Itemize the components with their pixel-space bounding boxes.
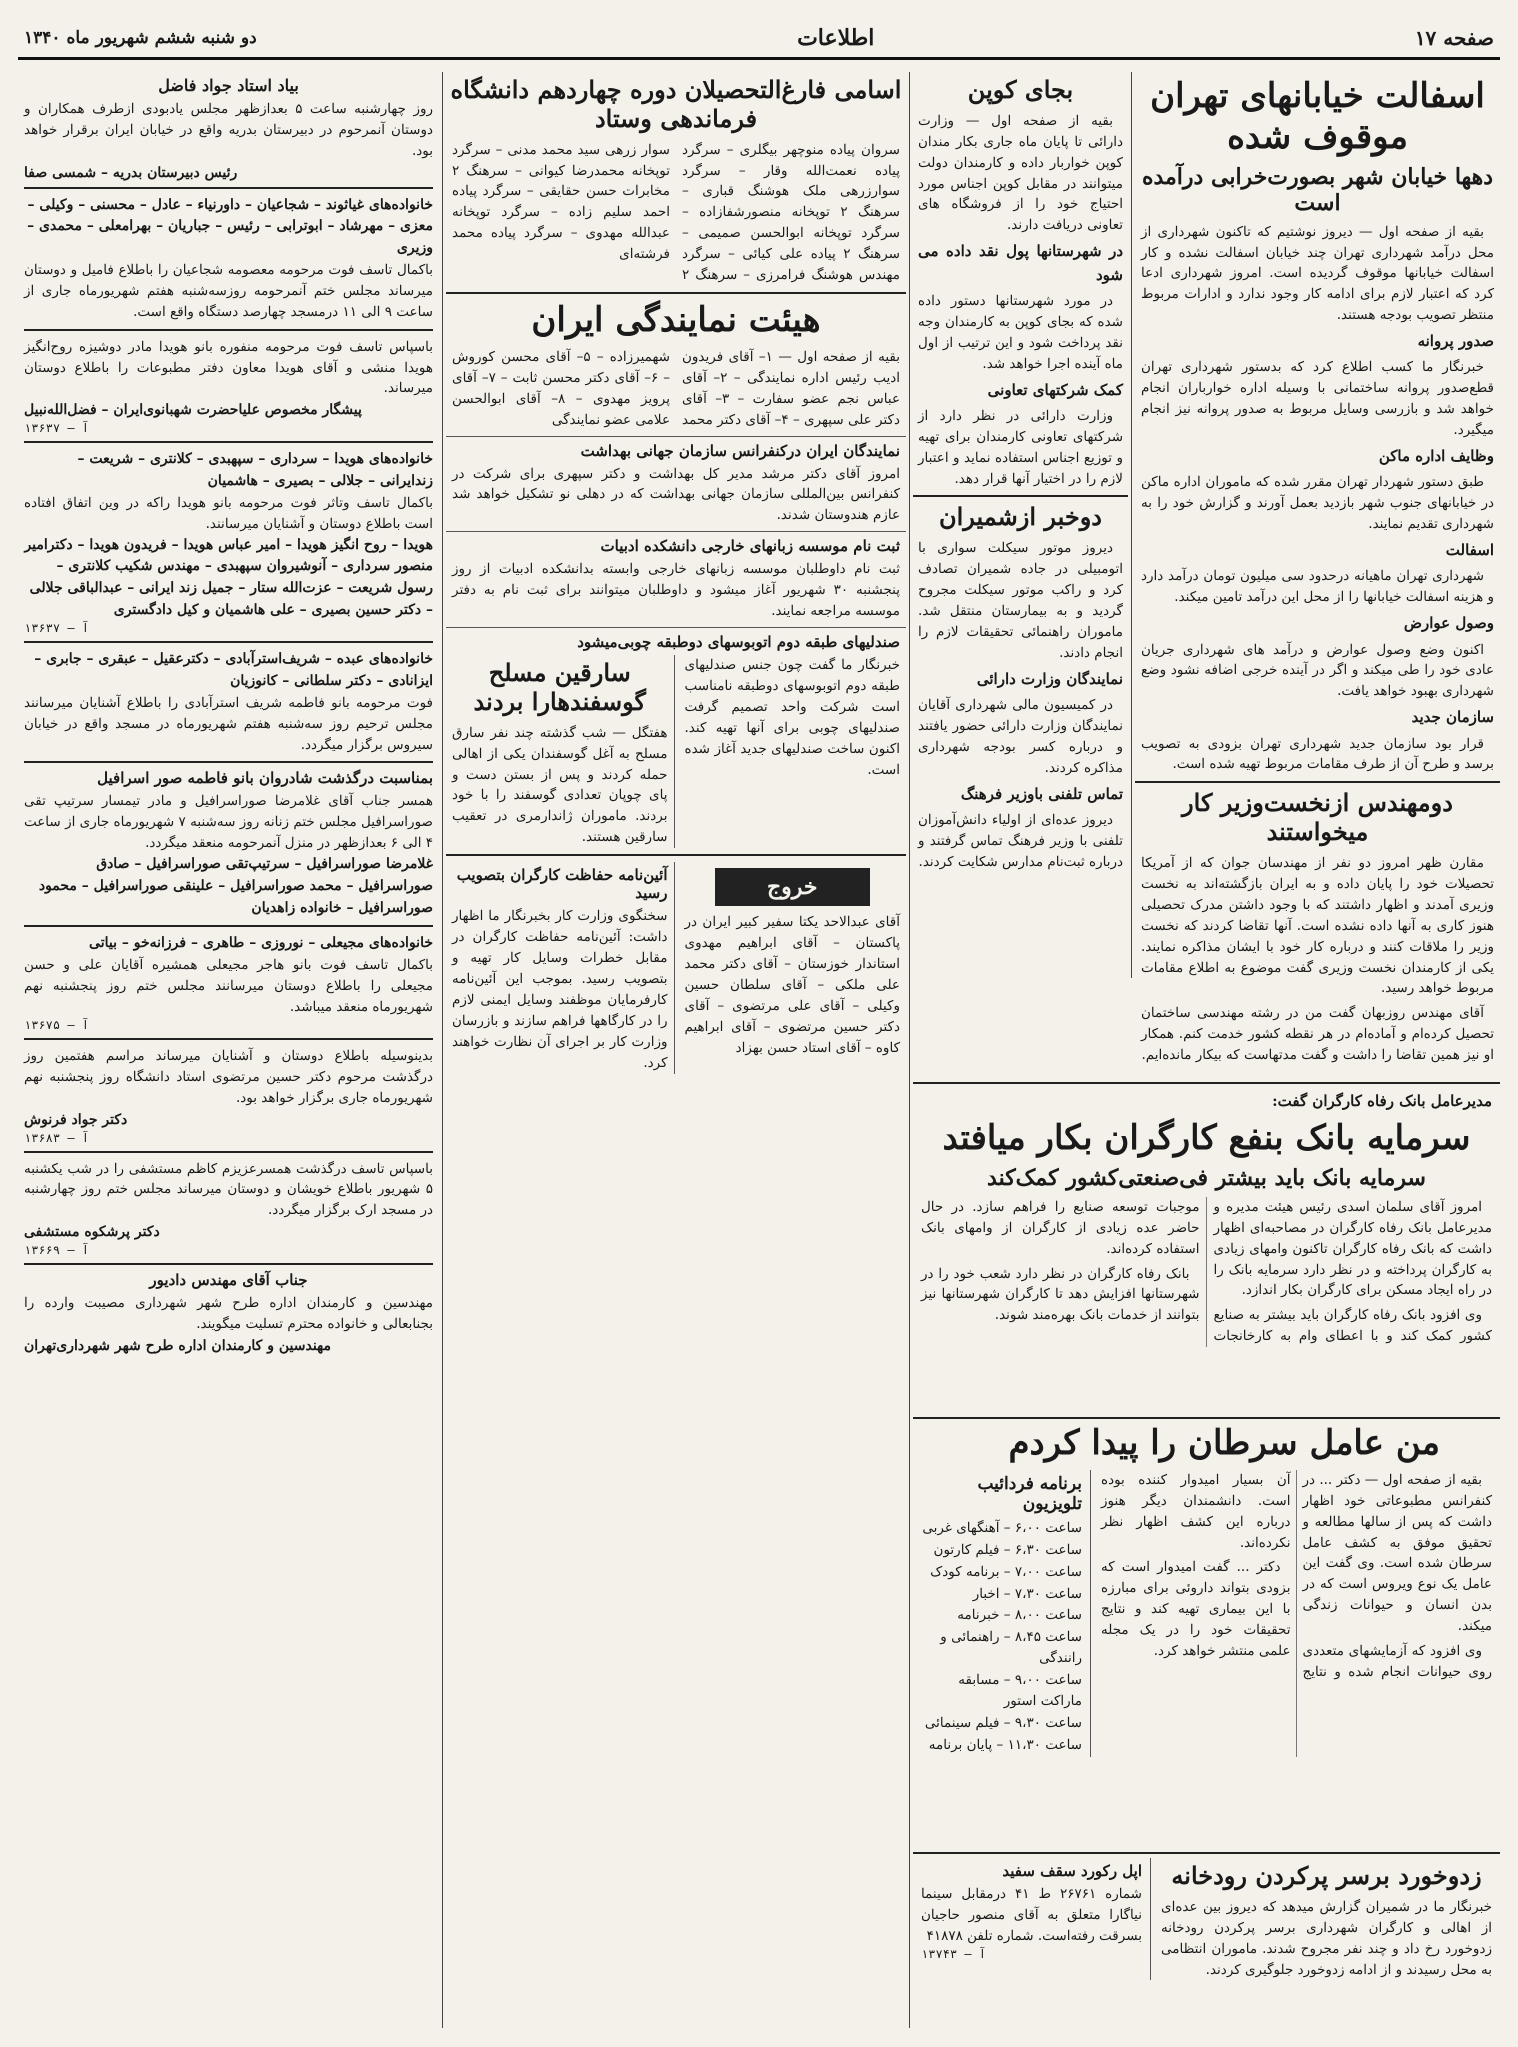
tv-item: ساعت ۸،۴۵ – راهنمائی و رانندگی: [940, 1629, 1082, 1667]
asphalt-sub-1: صدور پروانه: [1417, 332, 1494, 351]
tv-item: ساعت ۶،۰۰ – آهنگهای غربی: [922, 1519, 1082, 1536]
obit-4-code: آ – ۱۳۶۳۷: [24, 621, 90, 636]
obit-4-body: باکمال تاسف وتاثر فوت مرحومه بانو هویدا راکه در وین اتفاق افتاده است باطلاع دوستان و آشنایان میرسانند.: [24, 494, 433, 532]
obit-2-names: خانواده‌های غیاثوند – شجاعیان – داورنیاء – عادل – محسنی – وکیلی – معزی – مهرشاد – ابوترابی – رئیس – جباریان – بهرامعلی – محمدی – وزیری: [27, 196, 433, 257]
column-rule: [442, 72, 443, 2028]
tv-title: برنامه فردائیب تلویزیون: [977, 1473, 1082, 1514]
obit-7-body: باکمال تاسف فوت بانو هاجر مجیعلی همشیره آقایان علی و حسن مجیعلی را باطلاع دوستان میرسانند مجلس ختم روز پنجشنبه نهم شهریورماه منعقد میباشد.: [24, 956, 433, 1015]
obit-8-body: بدینوسیله باطلاع دوستان و آشنایان میرساند مراسم هفتمین روز درگذشت مرحوم دکتر حسین مرتضوی استاد دانشگاه روز پنجشنبه نهم شهریورماه جاری برگزار خواهد بود.: [24, 1047, 433, 1106]
cancer-body: [1101, 1470, 1492, 1757]
theft-headline: سارقین مسلح گوسفندهارا بردند: [473, 658, 646, 716]
tv-item: ساعت ۱۱،۳۰ – پایان برنامه: [928, 1737, 1082, 1754]
shemiran-para: دیروز موتور سیکلت سواری با اتومبیلی در جاده شمیران تصادف کرد و راکب موتور سیکلت مجروح گردید و به بیمارستان منتقل شد. ماموران راهنمائی تحقیقات لازم را انجام دادند.: [918, 540, 1123, 661]
exits-body: آقای عبدالاحد یکتا سفیر کبیر ایران در پاکستان – آقای ابراهیم مهدوی استاندار خوزستان – آقای دکتر محمد علی ملکی – آقای سلطان حسین وکیلی – آقای علی مرتضوی – آقای دکتر حسین مرتضوی – آقای ابراهیم کاوه – آقای استاد حسن بهزاد: [684, 914, 900, 1056]
asphalt-headline: اسفالت خیابانهای تهران موقوف شده: [1150, 76, 1485, 157]
obit-1-sign: رئیس دبیرستان بدریه – شمسی صفا: [24, 164, 238, 181]
engineers-para-2: آقای مهندس روزبهان گفت من در رشته مهندسی ساختمان تحصیل کرده‌ام و آماده‌ام در هر نقطه کشور خدمت کنم. همکار او نیز همین تقاضا را داشت و گفت مدتهاست که بیکار مانده‌ایم.: [1141, 1005, 1494, 1064]
asphalt-body: [1135, 222, 1500, 776]
column-middle: [446, 72, 906, 2028]
obit-6-title: بمناسبت درگذشت شادروان بانو فاطمه صور اسرافیل: [97, 769, 433, 788]
bank-subhead: سرمایه بانک باید بیشتر فی‌صنعتی‌کشور کمک‌کند: [987, 1164, 1426, 1191]
obit-6-body: همسر جناب آقای غلامرضا صوراسرافیل و مادر تیمسار سرتیپ تقی صوراسرافیل مجلس ختم زنانه روز سه‌شنبه ۷ شهریورماه جاری از ساعت ۴ الی ۶ بعدازظهر در منزل آنمرحومه منعقد میگردد.: [24, 793, 434, 852]
education-call-para: دیروز عده‌ای از اولیاء دانش‌آموزان تلفنی با وزیر فرهنگ تماس گرفتند و درباره ثبت‌نام مدارس شکایت کردند.: [918, 811, 1123, 870]
tv-list: [921, 1518, 1082, 1756]
engineers-headline: دومهندس ازنخست‌وزیر کار میخواستند: [1182, 788, 1453, 847]
cancer-para-2: وی افزود که آزمایشهای متعددی روی حیوانات انجام شده و نتایج آن بسیار امیدوار کننده بوده است. دانشمندان دیگر هنوز درباره این کشف اظهار نظر نکرده‌اند.: [1101, 1471, 1492, 1681]
obit-5-names: خانواده‌های عبده – شریف‌استرآبادی – دکترعقیل – عبقری – جابری – ایزانادی – دکتر سلطانی – کانوزیان: [34, 651, 433, 690]
obit-4-signers: هویدا – روح انگیز هویدا – امیر عباس هویدا – فریدون هویدا – دکترامیر منصور سرداری – آنوشیروان سپهبدی – مهندس شکیب کلانتری – رسول شریعت – عزت‌الله ستار – جمیل زند ایرانی – عبدالباقی جلالی – دکتر حسین بصیری – علی هاشمیان و کیل دادگستری: [24, 536, 433, 618]
classified-body: شماره ۲۶۷۶۱ ط ۴۱ درمقابل سینما نیاگارا متعلق به آقای منصور حاجیان بسرقت رفته‌است. شماره تلفن ۴۱۸۷۸: [921, 1886, 1142, 1944]
obit-9-body: باسپاس تاسف درگذشت همسرعزیزم کاظم مستشفی را در شب یکشنبه ۵ شهریور باطلاع خویشان و دوستان میرساند مجلس ختم روز چهارشنبه در مسجد ارک برگزار میگردد.: [24, 1160, 433, 1219]
obit-10-title: جناب آقای مهندس دادیور: [149, 1271, 308, 1290]
obit-3-body: باسپاس تاسف فوت مرحومه منفوره بانو هویدا مادر دوشیزه روح‌انگیز هویدا منشی و آقای هویدا معاون دفتر مطبوعات را باطلاع دوستان میرساند.: [24, 338, 433, 397]
column-rule: [1131, 72, 1132, 978]
bank-para-2: وی افزود بانک رفاه کارگران باید بیشتر به صنایع کشور کمک کند و با اعطای وام به کارخانجات موجبات توسعه صنایع را فراهم سازد. در حال حاضر عده زیادی از کارگران از وامهای بانک استفاده کرده‌اند.: [921, 1198, 1492, 1345]
obit-5-body: فوت مرحومه بانو فاطمه شریف استرآبادی را باطلاع آشنایان میرسانند مجلس ترحیم روز سه‌شنبه هفتم شهریورماه در مسجد واقع در خیابان سیروس برگزار میگردد.: [24, 694, 433, 753]
asphalt-subhead: دهها خیابان شهر بصورت‌خرابی درآمده است: [1141, 163, 1494, 216]
page-number: صفحه ۱۷: [1414, 25, 1494, 50]
cancer-headline: من عامل سرطان را پیدا کردم: [1008, 1423, 1440, 1463]
column-rule: [909, 72, 910, 2028]
language-school-title: ثبت نام موسسه زبانهای خارجی دانشکده ادبیات: [600, 537, 900, 556]
engineers-para-1: مقارن ظهر امروز دو نفر از مهندسان جوان که از آمریکا تحصیلات خود را پایان داده و به ایران بازگشته‌اند به نخست وزیری آمدند و اظهار داشتند که با وجود داشتن مدرک تحصیلی هنوز کاری به آنها داده نشده است. آنها تقاضا کردند که نخست وزیر را ملاقات کنند و درباره کار خود با ایشان مذاکره نمایند. یکی از کارمندان نخست وزیری گفت موضوع به اطلاع مقامات مربوط خواهد رسید.: [1141, 854, 1494, 997]
tv-listing: [921, 1470, 1091, 1757]
asphalt-para-1: بقیه از صفحه اول — دیروز نوشتیم که تاکنون شهرداری از محل درآمد شهرداری تهران چند خیابان اسفالت نشده و کار اسفالت خیابانها موقوف گردیده است. امروز شهرداری ادعا کرد که اعتبار لازم برای ادامه کار وجود ندارد و ادارات مربوط منتظر تصویب بودجه هستند.: [1141, 223, 1494, 324]
finance-reps-title: نمایندگان وزارت دارائی: [976, 669, 1123, 688]
tv-item: ساعت ۹،۳۰ – فیلم سینمائی: [924, 1715, 1082, 1732]
obit-7-code: آ – ۱۳۶۷۵: [24, 1017, 90, 1032]
graduates-headline: اسامی فارغ‌التحصیلان دوره چهاردهم دانشگاه فرماندهی وستاد: [450, 75, 902, 133]
theft-body: هفتگل — شب گذشته چند نفر سارق مسلح به آغل گوسفندان یکی از اهالی حمله کردند و پس از بستن دست و پای چوپان تعدادی گوسفند را با خود بردند. ماموران ژاندارمری در تعقیب سارقین هستند.: [452, 724, 668, 846]
cancer-para-3: دکتر ... گفت امیدوار است که بزودی بتواند داروئی برای مبارزه با این بیماری تهیه کند و نتایج تحقیقات خود را در یک مجله علمی منتشر خواهد کرد.: [1101, 1559, 1291, 1660]
obit-8-sign: دکتر جواد فرنوش: [24, 1111, 128, 1128]
asphalt-para-2: خبرنگار ما کسب اطلاع کرد که بدستور شهرداری تهران قطع‌صدور پروانه ساختمانی با وسیله اداره خوارباران انجام خواهد شد و بازرسی وسایل مربوط به صدور پروانه نیز انجام میگیرد.: [1141, 359, 1494, 439]
bank-story: [913, 1082, 1500, 1412]
bank-para-3: بانک رفاه کارگران در نظر دارد شعب خود را در شهرستانها افزایش دهد تا کارگران شهرستانها نیز بتوانند از خدمات بانک بهره‌مند شوند.: [921, 1265, 1200, 1324]
cancer-story: [913, 1417, 1500, 1847]
asphalt-para-5: اکنون وضع وصول عوارض و درآمد های شهرداری جریان عادی خود را طی میکند و اگر در آینده خرجی اضافه نشود وضع شهرداری بهبود خواهد یافت.: [1141, 641, 1494, 700]
shemiran-headline: دوخبر ازشمیران: [939, 502, 1102, 532]
asphalt-sub-3: اسفالت: [1445, 541, 1494, 560]
coupon-para-2: در مورد شهرستانها دستور داده شده که بجای کوپن به کارمندان وجه نقد پرداخت شود و این ترتیب از اول ماه آینده اجرا خواهد شد.: [918, 292, 1123, 372]
bank-kicker: مدیرعامل بانک رفاه کارگران گفت:: [1272, 1092, 1492, 1110]
asphalt-sub-5: سازمان جدید: [1411, 708, 1494, 727]
obit-10-body: مهندسین و کارمندان اداره طرح شهر شهرداری مصیبت وارده را بجنابعالی و خانواده محترم تسلیت میگویند.: [24, 1295, 433, 1333]
bank-para-1: امروز آقای سلمان اسدی رئیس هیئت مدیره و مدیرعامل بانک رفاه کارگران در مصاحبه‌ای اظهار داشت که بانک رفاه کارگران تاکنون وامهای زیادی به کارگران پرداخته و در نظر دارد سرمایه بانک را در راه ایجاد مسکن برای کارگران بکار اندازد.: [1213, 1198, 1492, 1299]
obit-1-title: بیاد استاد جواد فاضل: [158, 76, 299, 95]
classified-code: آ – ۱۳۷۴۳: [921, 1946, 987, 1961]
bus-seats-body: خبرنگار ما گفت چون جنس صندلیهای طبقه دوم اتوبوسهای دوطبقه نامناسب است شرکت واحد تصمیم گرفت صندلیهای چوبی برای آنها تهیه کند. اکنون ساخت صندلیهای جدید آغاز شده است.: [684, 657, 900, 778]
issue-date: دو شنبه ششم شهریور ماه ۱۳۴۰: [24, 27, 257, 48]
river-story: [913, 1852, 1500, 2028]
obit-9-sign: دکتر پرشکوه مستشفی: [24, 1224, 160, 1241]
classified-block: [921, 1858, 1151, 1980]
tv-item: ساعت ۶،۳۰ – فیلم کارتون: [933, 1541, 1082, 1558]
theft-block: [452, 655, 675, 848]
obit-10-sign: مهندسین و کارمندان اداره طرح شهر شهرداری‌تهران: [24, 1338, 331, 1355]
who-conference-body: امروز آقای دکتر مرشد مدیر کل بهداشت و دکتر سپهری برای شرکت در کنفرانس بین‌المللی سازمان جهانی بهداشت که در دهلی نو تشکیل خواهد شد عازم هندوستان شدند.: [452, 465, 900, 524]
columns: [18, 72, 1500, 2028]
obit-3-sign: پیشگار مخصوص علیاحضرت شهبانوی‌ایران – فضل‌الله‌نبیل: [24, 402, 362, 419]
education-call-title: تماس تلفنی باوزیر فرهنگ: [960, 784, 1123, 803]
tv-item: ساعت ۸،۰۰ – خبرنامه: [957, 1607, 1082, 1624]
delegation-headline: هیئت نمایندگی ایران: [531, 300, 821, 341]
asphalt-sub-2: وظایف اداره ماکن: [1378, 447, 1494, 466]
river-headline: زدوخورد برسر پرکردن رودخانه: [1171, 1861, 1482, 1890]
tv-item: ساعت ۷،۳۰ – اخبار: [972, 1585, 1082, 1602]
obit-3-code: آ – ۱۳۶۳۷: [24, 421, 90, 436]
shemiran-body: [913, 538, 1128, 872]
tv-item: ساعت ۹،۰۰ – مسابقه ماراکت استور: [958, 1672, 1082, 1710]
labor-headline: آئین‌نامه حفاظت کارگران بتصویب رسید: [456, 866, 668, 903]
masthead: [18, 18, 1500, 60]
classified-title: اپل رکورد سقف سفید: [1002, 1862, 1142, 1880]
asphalt-para-3: طبق دستور شهردار تهران مقرر شده که ماموران اداره ماکن در خیابانهای جنوب شهر بازدید بعمل آورند و گزارش خود را به شهرداری تقدیم نمایند.: [1141, 474, 1494, 533]
exits-banner: خروج: [715, 868, 871, 906]
bus-seats-title: صندلیهای طبقه دوم اتوبوسهای دوطبقه چوبی‌میشود: [577, 633, 900, 652]
exits-block: [685, 862, 901, 1073]
graduates-body: سروان پیاده منوچهر بیگلری – سرگرد پیاده نعمت‌الله وقار – سرگرد سوارزرهی ملک هوشنگ قباری – سرهنگ ۲ توپخانه منصورشفازاده – سرگرد توپخانه ابوالحسن صمیمی – سرهنگ ۲ پیاده علی کیائی – سرگرد مهندس هوشنگ فرامرزی – سرهنگ ۲ سوار زرهی سید محمد مدنی – سرگرد توپخانه محمدرضا کیوانی – سرهنگ ۲ مخابرات حسن حقایقی – سرگرد پیاده احمد سلیم زاده – سرگرد توپخانه عبدالله مهدوی – سرگرد پیاده محمد فرشته‌ای: [452, 141, 900, 284]
coupon-headline: بجای کوپن: [967, 75, 1074, 104]
cancer-para-1: بقیه از صفحه اول — دکتر ... در کنفرانس مطبوعاتی خود اظهار داشت که پس از سالها مطالعه و تحقیق موفق به کشف عامل سرطان شده است. وی گفت این عامل یک نوع ویروس است که در بدن انسان و حیوانات زندگی میکند.: [1302, 1471, 1492, 1635]
obit-6-names: غلامرضا صوراسرافیل – سرتیپ‌تقی صوراسرافیل – صادق صوراسرافیل – محمد صوراسرافیل – علینقی صوراسرافیل – محمود صوراسرافیل – خانواده زاهدیان: [38, 856, 433, 916]
obit-4-names: خانواده‌های هویدا – سرداری – سپهبدی – کلانتری – شریعت – زندایرانی – جلالی – بصیری – هاشمیان: [77, 451, 433, 490]
paper-name: اطلاعات: [797, 24, 875, 51]
asphalt-para-4: شهرداری تهران ماهیانه درحدود سی میلیون تومان درآمد دارد و هزینه اسفالت خیابانها را از محل این درآمد تامین میکند.: [1141, 568, 1494, 606]
finance-reps-para: در کمیسیون مالی شهرداری آقایان نمایندگان وزارت دارائی حضور یافتند و درباره کسر بودجه شهرداری مذاکره کردند.: [918, 697, 1123, 776]
river-body: خبرنگار ما در شمیران گزارش میدهد که دیروز بین عده‌ای از اهالی و کارگران شهرداری برسر پرکردن رودخانه زدوخورد رخ داد و چند نفر مجروح شدند. ماموران انتظامی به محل رسیدند و از ادامه زدوخورد جلوگیری کردند.: [1161, 1898, 1492, 1978]
who-conference-title: نمایندگان ایران درکنفرانس سازمان جهانی بهداشت: [580, 441, 900, 460]
obit-1-body: روز چهارشنبه ساعت ۵ بعدازظهر مجلس یادبودی ازطرف همکاران و دوستان آنمرحوم در دبیرستان بدریه واقع در خیابان ایران برقرار خواهد بود.: [24, 101, 433, 159]
delegation-body: بقیه از صفحه اول — ۱– آقای فریدون ادیب رئیس اداره نمایندگی – ۲– آقای عباس نجم عضو سفارت – ۳– آقای دکتر علی سپهری – ۴– آقای دکتر محمد شهمیرزاده – ۵– آقای محسن کوروش – ۶– آقای دکتر محسن ثابت – ۷– آقای پرویز مهدوی – ۸– آقای ابوالحسن علامی عضو نمایندگی: [452, 348, 900, 428]
coupon-para-3: وزارت دارائی در نظر دارد از شرکتهای تعاونی کارمندان برای تهیه و توزیع اجناس استفاده نماید و اعتبار لازم را در اختیار آنها قرار دهد.: [918, 407, 1123, 487]
obit-9-code: آ – ۱۳۶۶۹: [24, 1243, 90, 1258]
newspaper-page: [18, 18, 1500, 2028]
coupon-sub-2: کمک شرکتهای تعاونی: [987, 380, 1123, 399]
asphalt-para-6: قرار بود سازمان جدید شهرداری تهران بزودی به تصویب برسد و طرح آن از طرف مقامات مربوط تهیه شده است.: [1141, 735, 1494, 773]
asphalt-sub-4: وصول عوارض: [1403, 614, 1494, 633]
bank-headline: سرمایه بانک بنفع کارگران بکار میافتد: [942, 1118, 1471, 1158]
coupon-body: [913, 111, 1128, 490]
bank-body: [913, 1197, 1500, 1347]
coupon-sub-1: در شهرستانها پول نقد داده می شود: [918, 242, 1123, 284]
labor-body: سخنگوی وزارت کار بخبرنگار ما اظهار داشت: آئین‌نامه حفاظت کارگران در مقابل خطرات وسایل کار تهیه و بتصویب رسید. بموجب این آئین‌نامه کارفرمایان موظفند وسایل ایمنی لازم را در کارگاهها فراهم سازند و بازرسان وزارت کار بر اجرای آن نظارت خواهند کرد.: [452, 908, 668, 1071]
obit-8-code: آ – ۱۳۶۸۳: [24, 1130, 90, 1145]
engineers-body: [1135, 853, 1500, 1066]
coupon-para-1: بقیه از صفحه اول — وزارت دارائی تا پایان ماه جاری بکار مندان کوپن خواربار داده و کارمندان دولت میتوانند در مقابل کوپن اجناس مورد احتیاج خود را از فروشگاه های تعاونی دریافت دارند.: [918, 112, 1123, 234]
tv-item: ساعت ۷،۰۰ – برنامه کودک: [930, 1563, 1082, 1580]
obit-2-body: باکمال تاسف فوت مرحومه معصومه شجاعیان را باطلاع فامیل و دوستان میرساند مجلس ختم آنمرحومه روزسه‌شنبه هفتم شهریورماه جاری از ساعت ۹ الی ۱۱ درمسجد چهارصد دستگاه واقع است.: [24, 261, 433, 320]
labor-block: [452, 862, 675, 1073]
river-block: [1161, 1858, 1492, 1980]
column-obituaries: [18, 72, 439, 2028]
language-school-body: ثبت نام داوطلبان موسسه زبانهای خارجی وابسته بدانشکده ادبیات از روز پنجشنبه ۳۰ شهریور آغاز میشود و داوطلبان میتوانند برای ثبت نام به دفتر موسسه مراجعه نمایند.: [452, 561, 900, 620]
obit-7-names: خانواده‌های مجیعلی – نوروزی – طاهری – فرزانه‌خو – بیاتی: [89, 935, 433, 952]
